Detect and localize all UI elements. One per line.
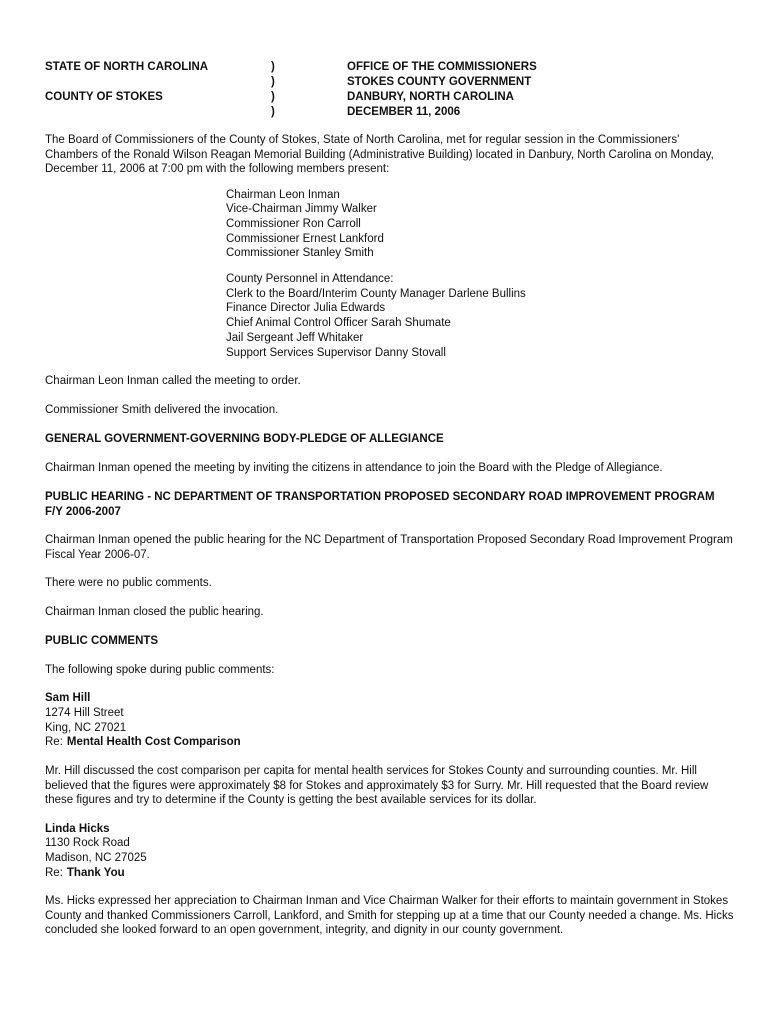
comments-heading: PUBLIC COMMENTS bbox=[45, 635, 159, 648]
speaker-city: Madison, NC 27025 bbox=[45, 851, 147, 864]
header-county: COUNTY OF STOKES bbox=[45, 91, 163, 103]
personnel-list bbox=[226, 272, 735, 360]
subject-label: Re: bbox=[45, 866, 63, 879]
subject-value: Thank You bbox=[66, 866, 125, 879]
header-location: DANBURY, NORTH CAROLINA bbox=[347, 91, 514, 103]
header-government: STOKES COUNTY GOVERNMENT bbox=[347, 76, 532, 88]
personnel-item: Clerk to the Board/Interim County Manager Darlene Bullins bbox=[226, 287, 526, 300]
personnel-item: Chief Animal Control Officer Sarah Shumate bbox=[226, 317, 451, 330]
intro-paragraph: The Board of Commissioners of the County of Stokes, State of North Carolina, met for regular session in the Commissioners' Chambers of the Ronald Wilson Reagan Memorial Building (Administrative Building) located in Danbury, North Carolina on Monday, December 11, 2006 at 7:00 pm with the following members present: bbox=[45, 134, 714, 175]
invocation: Commissioner Smith delivered the invocation. bbox=[45, 403, 279, 416]
pledge-heading: GENERAL GOVERNMENT-GOVERNING BODY-PLEDGE OF ALLEGIANCE bbox=[45, 433, 444, 446]
header-blank bbox=[45, 75, 275, 90]
document-page bbox=[45, 60, 735, 938]
document-header bbox=[45, 60, 735, 122]
header-paren: ) bbox=[271, 76, 275, 88]
speaker-name: Linda Hicks bbox=[45, 822, 110, 835]
hearing-heading: PUBLIC HEARING - NC DEPARTMENT OF TRANSPORTATION PROPOSED SECONDARY ROAD IMPROVEMENT PROGRAM F/Y 2006-2007 bbox=[45, 491, 715, 518]
speaker-street: 1130 Rock Road bbox=[45, 837, 130, 850]
personnel-item: Support Services Supervisor Danny Stovall bbox=[226, 346, 446, 359]
header-blank bbox=[45, 105, 275, 120]
hearing-text-none: There were no public comments. bbox=[45, 577, 212, 590]
header-paren: ) bbox=[271, 91, 275, 103]
speaker-subject bbox=[45, 866, 735, 881]
header-office: OFFICE OF THE COMMISSIONERS bbox=[347, 61, 537, 73]
members-list bbox=[226, 188, 735, 262]
subject-label: Re: bbox=[45, 736, 63, 749]
hearing-text-open: Chairman Inman opened the public hearing for the NC Department of Transportation Proposed Secondary Road Improvement Program Fiscal Year 2006-07. bbox=[45, 534, 733, 561]
member-item: Vice-Chairman Jimmy Walker bbox=[226, 203, 377, 216]
personnel-title: County Personnel in Attendance: bbox=[226, 273, 394, 286]
speaker-subject bbox=[45, 735, 735, 750]
header-right-block bbox=[347, 60, 537, 120]
hearing-text-close: Chairman Inman closed the public hearing. bbox=[45, 605, 264, 618]
header-paren: ) bbox=[271, 61, 275, 73]
comments-intro: The following spoke during public comments: bbox=[45, 663, 275, 676]
speaker-comment: Ms. Hicks expressed her appreciation to Chairman Inman and Vice Chairman Walker for their efforts to maintain government in Stokes County and thanked Commissioners Carroll, Lankford, and Smith for stepping up at a time that our County needed a change. Ms. Hicks concluded she looked forward to an open government, integrity, and dignity in our county government. bbox=[45, 895, 734, 937]
member-item: Commissioner Ron Carroll bbox=[226, 217, 361, 230]
subject-value: Mental Health Cost Comparison bbox=[66, 736, 241, 749]
header-paren-column bbox=[271, 60, 275, 120]
pledge-text: Chairman Inman opened the meeting by inviting the citizens in attendance to join the Board with the Pledge of Allegiance. bbox=[45, 461, 663, 474]
member-item: Commissioner Stanley Smith bbox=[226, 247, 374, 260]
member-item: Commissioner Ernest Lankford bbox=[226, 232, 384, 245]
call-to-order: Chairman Leon Inman called the meeting to order. bbox=[45, 375, 301, 388]
speaker-address-block bbox=[45, 822, 735, 881]
speaker-comment: Mr. Hill discussed the cost comparison per capita for mental health services for Stokes County and surrounding counties. Mr. Hill believed that the figures were approximately $8 for Stokes and approximately $3 for Surry. Mr. Hill requested that the Board review these figures and try to determine if the County is getting the best available services for its dollar. bbox=[45, 765, 709, 807]
speaker-address-block bbox=[45, 691, 735, 750]
header-left-block bbox=[45, 60, 275, 120]
header-state: STATE OF NORTH CAROLINA bbox=[45, 61, 209, 73]
personnel-item: Jail Sergeant Jeff Whitaker bbox=[226, 331, 364, 344]
member-item: Chairman Leon Inman bbox=[226, 188, 340, 201]
speaker-street: 1274 Hill Street bbox=[45, 706, 124, 719]
speaker-name: Sam Hill bbox=[45, 692, 91, 705]
personnel-item: Finance Director Julia Edwards bbox=[226, 302, 386, 315]
header-date: DECEMBER 11, 2006 bbox=[347, 106, 461, 118]
speaker-city: King, NC 27021 bbox=[45, 721, 127, 734]
header-paren: ) bbox=[271, 106, 275, 118]
